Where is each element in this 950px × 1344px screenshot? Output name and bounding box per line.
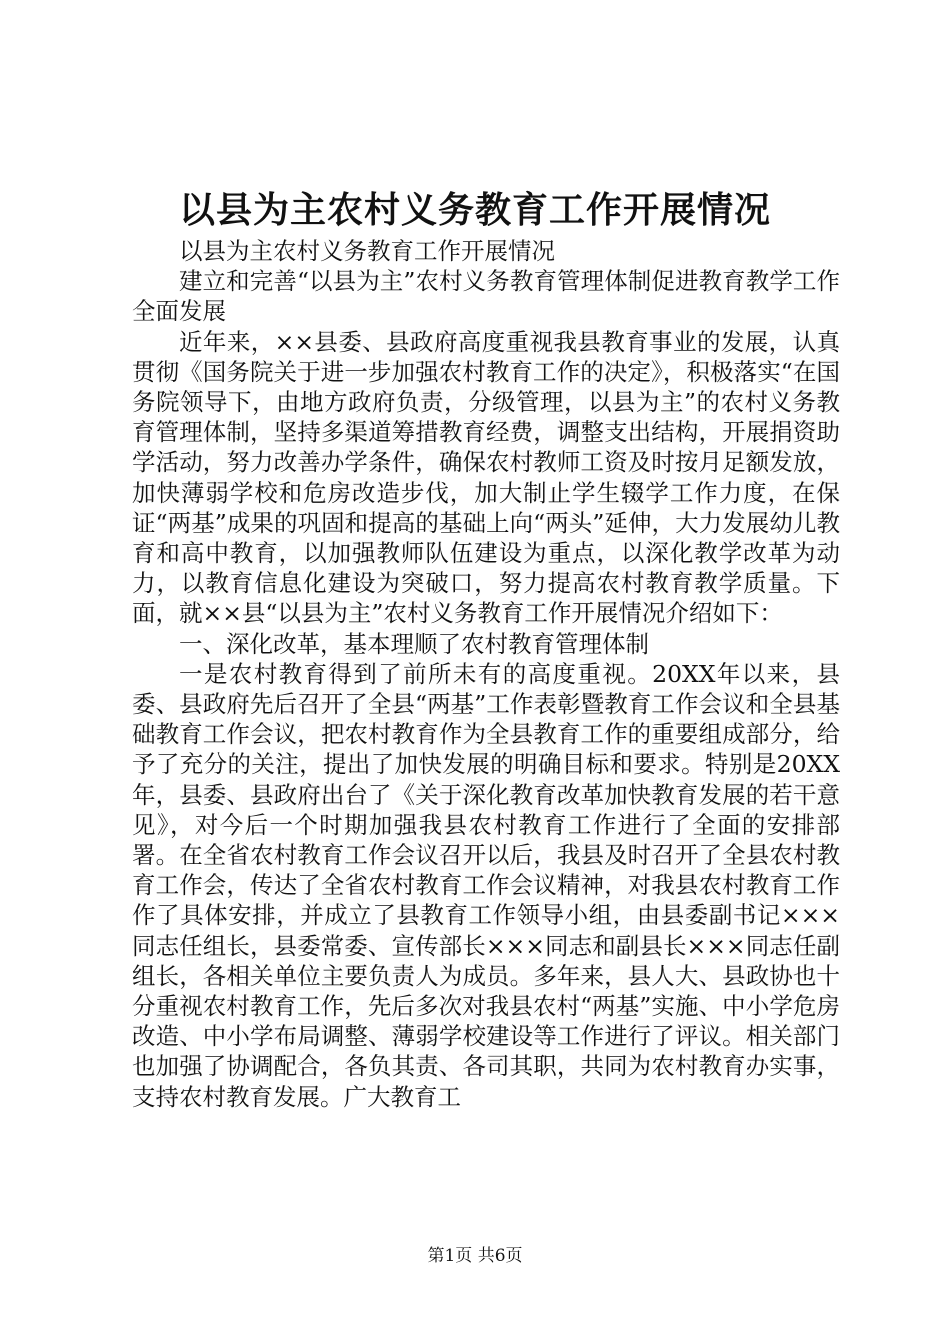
section-heading-1: 一、深化改革，基本理顺了农村教育管理体制 [179,629,649,658]
document-title: 以县为主农村义务教育工作开展情况 [178,189,771,231]
document-body [132,236,840,1112]
paragraph-subtitle: 以县为主农村义务教育工作开展情况 [179,237,555,265]
paragraph-section-1: 一是农村教育得到了前所未有的高度重视。20XX年以来，县委、县政府先后召开了全县“两基”工作表彰暨教育工作会议和全县基础教育工作会议，把农村教育作为全县教育工作的重要组成部分，给予了充分的关注，提出了加快发展的明确目标和要求。特别是20XX年，县委、县政府出台了《关于深化教育改革加快教育发展的若干意见》，对今后一个时期加强我县农村教育工作进行了全面的安排部署。在全省农村教育工作会议召开以后，我县及时召开了全县农村教育工作会，传达了全省农村教育工作会议精神，对我县农村教育工作作了具体安排，并成立了县教育工作领导小组，由县委副书记×××同志任组长，县委常委、宣传部长×××同志和副县长×××同志任副组长，各相关单位主要负责人为成员。多年来，县人大、县政协也十分重视农村教育工作，先后多次对我县农村“两基”实施、中小学危房改造、中小学布局调整、薄弱学校建设等工作进行了评议。相关部门也加强了协调配合，各负其责、各司其职，共同为农村教育办实事，支持农村教育发展。广大教育工 [132,659,840,1111]
paragraph-heading: 建立和完善“以县为主”农村义务教育管理体制促进教育教学工作全面发展 [132,267,840,326]
page-footer: 第1页 共6页 [427,1246,523,1266]
paragraph-intro: 近年来，××县委、县政府高度重视我县教育事业的发展，认真贯彻《国务院关于进一步加强农村教育工作的决定》，积极落实“在国务院领导下，由地方政府负责，分级管理，以县为主”的农村义务教育管理体制，坚持多渠道筹措教育经费，调整支出结构，开展捐资助学活动，努力改善办学条件，确保农村教师工资及时按月足额发放，加快薄弱学校和危房改造步伐，加大制止学生辍学工作力度，在保证“两基”成果的巩固和提高的基础上向“两头”延伸，大力发展幼儿教育和高中教育，以加强教师队伍建设为重点，以深化教学改革为动力，以教育信息化建设为突破口，努力提高农村教育教学质量。下面，就××县“以县为主”农村义务教育工作开展情况介绍如下： [132,327,840,628]
